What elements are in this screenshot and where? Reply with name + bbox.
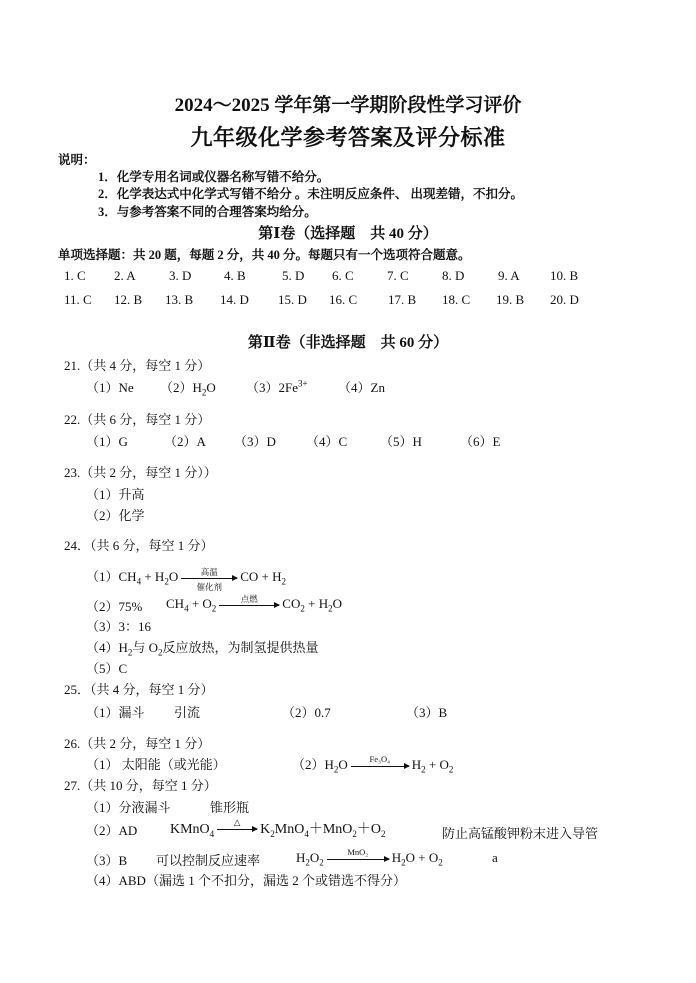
eq-part: + H	[304, 596, 329, 611]
q22-a3: （3）D	[234, 434, 276, 449]
eq-sub: 2	[328, 603, 333, 614]
eq-sub: 2	[270, 828, 275, 839]
eq-sub: 2	[211, 603, 217, 614]
q26-a2-label: （2）H	[292, 757, 334, 772]
eq-sub: 2	[448, 764, 454, 775]
q25-a2: （2）0.7	[282, 705, 331, 720]
q27-a2-note: 防止高锰酸钾粉末进入导管	[442, 826, 599, 841]
q21-a4: （4）Zn	[338, 380, 385, 395]
reaction-arrow	[181, 566, 237, 592]
eq-part: + H	[141, 569, 165, 584]
q24-title: 24．（共 6 分，每空 1 分）	[64, 538, 214, 553]
eq-part: O	[168, 569, 179, 584]
q24-a5: （5）C	[86, 661, 128, 676]
reaction-condition-bottom: 催化剂	[196, 581, 222, 592]
q27-a1b: 锥形瓶	[210, 800, 250, 815]
q23-title: 23.（共 2 分，每空 1 分））	[64, 465, 217, 480]
q27-a3b: 可以控制反应速率	[156, 853, 261, 868]
q27-eq1	[170, 818, 386, 839]
eq-part: CO	[282, 596, 301, 611]
answer-item: 15. D	[278, 292, 307, 307]
q25-a1: （1）漏斗	[86, 705, 145, 720]
eq-sub: 2	[352, 828, 357, 839]
answer-item: 18. C	[442, 292, 471, 307]
answer-item: 8. D	[442, 268, 465, 283]
answer-item: 14. D	[220, 292, 249, 307]
eq-sub: 2	[401, 857, 406, 868]
q27-eq3	[296, 846, 443, 868]
q27-a3c: a	[492, 850, 498, 865]
answer-item: 19. B	[496, 292, 525, 307]
q21-a2	[160, 377, 216, 398]
eq-part: O	[338, 757, 348, 772]
q24-a1-label: （1）	[86, 569, 119, 584]
eq-sub: 4	[209, 828, 215, 839]
reaction-condition-top: 高温	[200, 566, 218, 577]
eq-part: H	[411, 757, 422, 772]
q21-a2-sub: 2	[201, 387, 207, 398]
q24-a1	[86, 566, 286, 592]
eq-part: ＋MnO	[308, 822, 353, 837]
reaction-arrow	[327, 846, 389, 860]
answer-item: 6. C	[332, 268, 354, 283]
eq-sub: 2	[127, 647, 133, 658]
reaction-condition-top: MnO₂	[347, 846, 369, 857]
answer-item: 12. B	[114, 292, 143, 307]
q22-a5: （5）H	[380, 434, 422, 449]
eq-part: O	[332, 596, 342, 611]
q26-a2	[292, 754, 453, 775]
eq-part: MnO	[274, 822, 305, 837]
eq-sub: 2	[438, 857, 443, 868]
q22-a4: （4）C	[306, 434, 348, 449]
q27-a2: （2）AD	[86, 823, 138, 838]
note-item-2: 2．化学表达式中化学式写错不给分 。未注明反应条件、 出现差错，不扣分。	[98, 187, 524, 201]
eq-part: K	[260, 822, 271, 837]
reaction-condition-top: △	[233, 817, 241, 828]
answer-item: 11. C	[64, 292, 92, 307]
q24-eq2	[166, 593, 342, 614]
q24-a4-pre: （4）H	[86, 640, 128, 655]
q21-a3	[246, 377, 308, 396]
q27-title: 27.（共 10 分，每空 1 分）	[64, 778, 217, 793]
eq-sub: 2	[381, 828, 386, 839]
eq-sub: 2	[164, 576, 169, 587]
answer-item: 17. B	[388, 292, 417, 307]
eq-sub: 2	[319, 857, 324, 868]
q21-title: 21.（共 4 分，每空 1 分）	[64, 358, 211, 373]
q26-a1: （1） 太阳能（或光能）	[86, 757, 226, 772]
eq-part: ＋O	[356, 822, 382, 837]
eq-sub: 2	[158, 647, 163, 658]
notes-heading: 说明：	[58, 153, 96, 167]
answer-item: 20. D	[550, 292, 579, 307]
q22-title: 22.（共 6 分，每空 1 分）	[64, 412, 211, 427]
eq-part: + O	[425, 757, 449, 772]
page-title-line1: 2024～2025 学年第一学期阶段性学习评价	[174, 95, 522, 116]
answer-item: 9. A	[498, 268, 520, 283]
eq-sub: 4	[136, 576, 142, 587]
answer-item: 16. C	[329, 292, 358, 307]
eq-sub: 2	[333, 764, 339, 775]
q21-a1: （1）Ne	[86, 380, 134, 395]
part1-instruction: 单项选择题：共 20 题，每题 2 分，共 40 分。每题只有一个选项符合题意。	[58, 248, 471, 262]
page-title-line2: 九年级化学参考答案及评分标准	[190, 125, 506, 150]
eq-sub: 4	[184, 603, 189, 614]
eq-part: CH	[166, 596, 185, 611]
q25-a1b: 引流	[174, 705, 201, 720]
q24-a4	[86, 637, 319, 658]
eq-part: KMnO	[170, 822, 210, 837]
answer-item: 4. B	[224, 268, 246, 283]
eq-part: O	[309, 850, 320, 865]
reaction-condition-top: Fe₃O₄	[369, 753, 391, 764]
answer-item: 3. D	[169, 268, 192, 283]
eq-part: H	[391, 850, 402, 865]
reaction-arrow	[217, 817, 257, 830]
q27-a3: （3）B	[86, 853, 128, 868]
q22-a6: （6）E	[460, 434, 501, 449]
reaction-arrow	[351, 753, 409, 767]
note-item-1: 1．化学专用名词或仪器名称写错不给分。	[98, 170, 330, 184]
eq-part: O + O	[405, 850, 439, 865]
reaction-arrow	[219, 593, 279, 606]
q23-a1: （1）升高	[86, 487, 145, 502]
eq-sub: 2	[281, 576, 286, 587]
eq-part: + O	[188, 596, 212, 611]
q27-a4: （4）ABD（漏选 1 个不扣分，漏选 2 个或错选不得分）	[86, 873, 406, 888]
note-item-3: 3．与参考答案不同的合理答案均给分。	[98, 205, 317, 219]
eq-sub: 2	[421, 764, 426, 775]
answer-item: 1. C	[64, 268, 86, 283]
answer-item: 10. B	[550, 268, 579, 283]
part1-heading: 第Ⅰ卷（选择题 共 40 分）	[258, 226, 438, 242]
q21-a2-post: O	[206, 380, 216, 395]
answer-item: 7. C	[387, 268, 409, 283]
q24-a2-label: （2）75%	[86, 599, 143, 614]
eq-sub: 4	[304, 828, 309, 839]
q22-a2: （2）A	[164, 434, 206, 449]
q21-a3-pre: （3）2Fe	[246, 380, 299, 395]
eq-sub: 2	[305, 857, 310, 868]
q27-a1: （1）分液漏斗	[86, 800, 171, 815]
answer-item: 13. B	[165, 292, 194, 307]
q21-a3-sup: 3+	[298, 378, 308, 389]
q22-a1: （1）G	[86, 434, 128, 449]
q24-a3: （3）3：16	[86, 619, 152, 634]
eq-part: CH	[118, 569, 137, 584]
reaction-condition-top: 点燃	[240, 593, 258, 604]
q24-a2	[86, 596, 142, 615]
q26-title: 26.（共 2 分，每空 1 分）	[64, 736, 211, 751]
q25-title: 25．（共 4 分，每空 1 分）	[64, 682, 214, 697]
q25-a3: （3）B	[406, 705, 448, 720]
q24-a4-mid: 与 O	[132, 640, 159, 655]
eq-part: CO + H	[240, 569, 282, 584]
eq-sub: 2	[300, 603, 305, 614]
q21-a2-pre: （2）H	[160, 380, 202, 395]
part2-heading: 第Ⅱ卷（非选择题 共 60 分）	[247, 335, 449, 351]
eq-part: H	[296, 850, 306, 865]
answer-item: 2. A	[114, 268, 136, 283]
q23-a2: （2）化学	[86, 508, 145, 523]
q24-a4-post: 反应放热，为制氢提供热量	[162, 640, 319, 655]
answer-item: 5. D	[282, 268, 305, 283]
